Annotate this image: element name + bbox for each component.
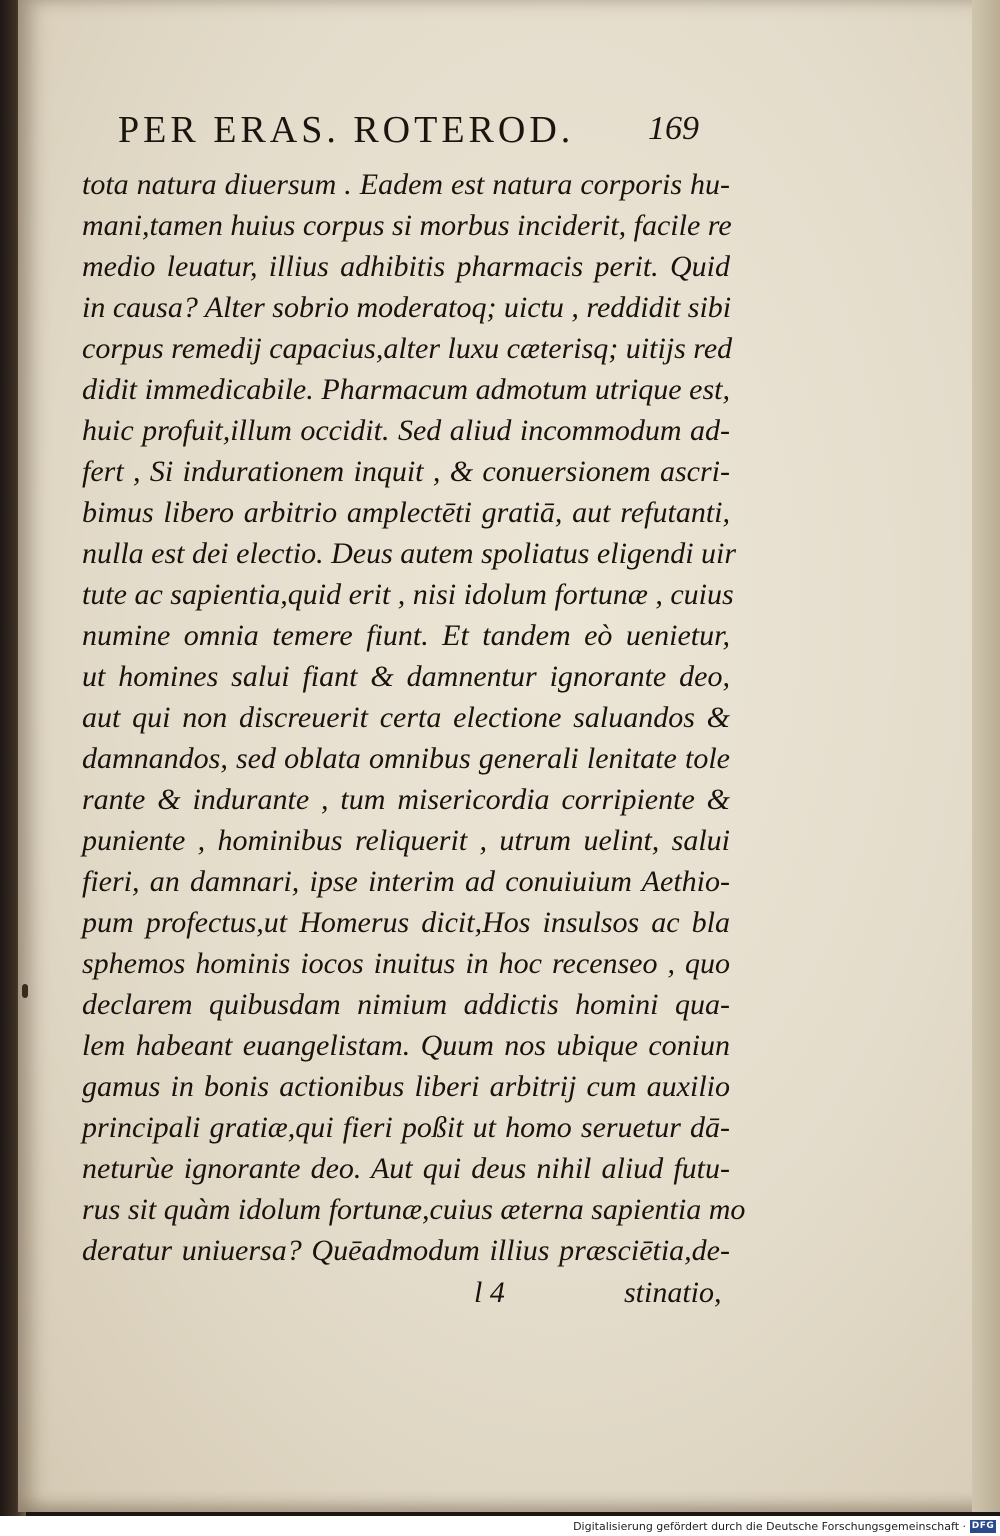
text-line: ut homines salui fiant & damnentur ignorante deo,: [82, 660, 730, 693]
text-line: gamus in bonis actionibus liberi arbitrij cum auxilio: [82, 1070, 730, 1103]
text-line: fert , Si indurationem inquit , & conuersionem ascri-: [82, 455, 730, 488]
text-line: pum profectus,ut Homerus dicit,Hos insulsos ac bla: [82, 906, 730, 939]
margin-mark: [22, 984, 28, 998]
signature-mark: l 4: [474, 1276, 505, 1309]
text-line: fieri, an damnari, ipse interim ad conuiuium Aethio-: [82, 865, 730, 898]
text-line: numine omnia temere fiunt. Et tandem eò uenietur,: [82, 619, 730, 652]
folio-number: 169: [648, 110, 699, 147]
digitization-credit: Digitalisierung gefördert durch die Deutsche Forschungsgemeinschaft ·: [573, 1520, 966, 1533]
text-line: aut qui non discreuerit certa electione saluandos &: [82, 701, 730, 734]
text-line: corpus remedij capacius,alter luxu cæterisq; uitijs red: [82, 332, 733, 365]
text-line: sphemos hominis iocos inuitus in hoc recenseo , quo: [82, 947, 730, 980]
text-line: tota natura diuersum . Eadem est natura corporis hu-: [82, 168, 730, 201]
text-line: mani,tamen huius corpus si morbus inciderit, facile re: [82, 209, 732, 242]
text-line: rus sit quàm idolum fortunæ,cuius æterna sapientia mo: [82, 1193, 746, 1226]
text-line: lem habeant euangelistam. Quum nos ubique coniun: [82, 1029, 730, 1062]
text-line: declarem quibusdam nimium addictis homini qua-: [82, 988, 730, 1021]
text-line: nulla est dei electio. Deus autem spoliatus eligendi uir: [82, 537, 737, 570]
text-line: tute ac sapientia,quid erit , nisi idolum fortunæ , cuius: [82, 578, 734, 611]
text-line: bimus libero arbitrio amplectēti gratiā, aut refutanti,: [82, 496, 730, 529]
catchword: stinatio,: [624, 1276, 722, 1309]
text-line: deratur uniuersa? Quēadmodum illius præsciētia,de-: [82, 1234, 730, 1267]
page-header: [118, 108, 738, 154]
text-line: puniente , hominibus reliquerit , utrum uelint, salui: [82, 824, 730, 857]
credit-bar: [0, 1516, 1000, 1536]
book-page: [18, 0, 1000, 1512]
body-text-block: [82, 164, 746, 1271]
text-line: didit immedicabile. Pharmacum admotum utrique est,: [82, 373, 730, 406]
text-line: neturùe ignorante deo. Aut qui deus nihil aliud futu-: [82, 1152, 730, 1185]
text-line: medio leuatur, illius adhibitis pharmacis perit. Quid: [82, 250, 730, 283]
running-head: PER ERAS. ROTEROD.: [118, 109, 575, 151]
page-fore-edge: [972, 0, 1000, 1512]
text-line: huic profuit,illum occidit. Sed aliud incommodum ad-: [82, 414, 730, 447]
text-line: principali gratiæ,qui fieri poßit ut homo seruetur dā-: [82, 1111, 730, 1144]
text-line: rante & indurante , tum misericordia corripiente &: [82, 783, 730, 816]
dfg-logo: DFG: [971, 1521, 995, 1531]
text-line: damnandos, sed oblata omnibus generali lenitate tole: [82, 742, 730, 775]
page-footer: [82, 1276, 730, 1320]
text-line: in causa? Alter sobrio moderatoq; uictu , reddidit sibi: [82, 291, 732, 324]
